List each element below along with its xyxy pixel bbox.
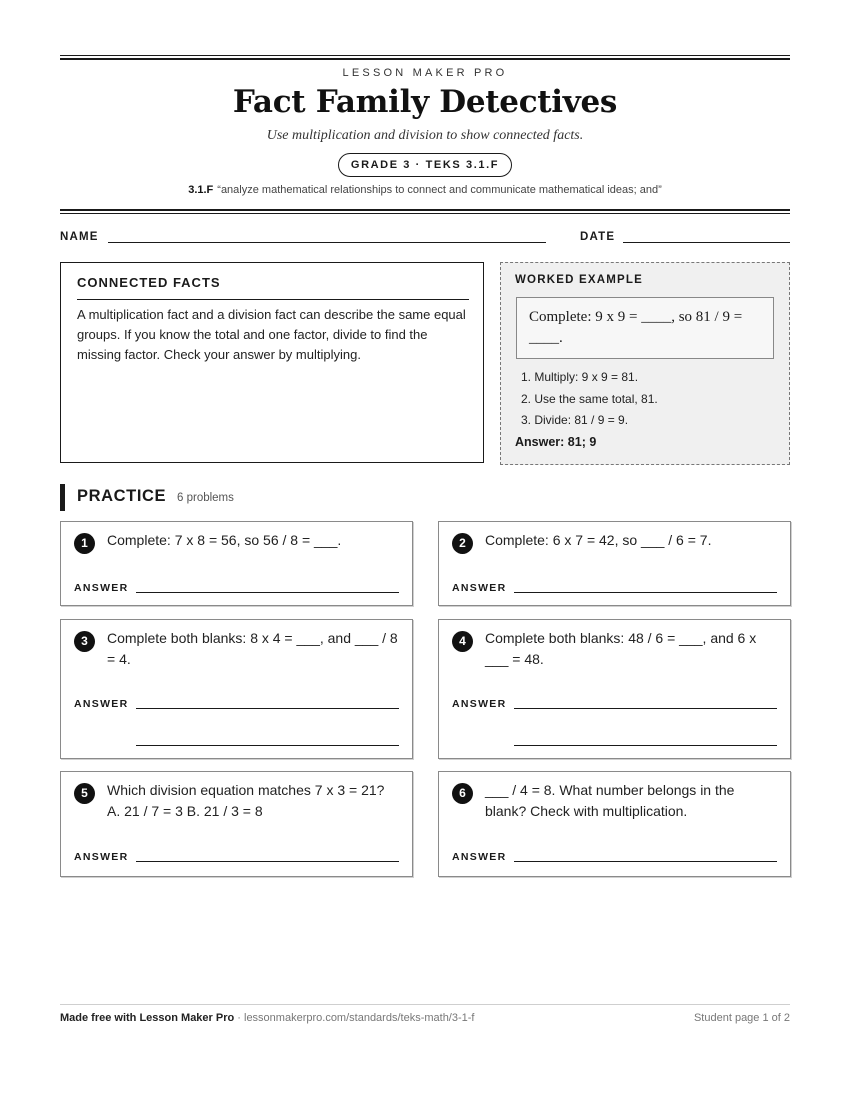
practice-accent-bar [60, 484, 65, 511]
answer-label: ANSWER [74, 582, 129, 594]
worked-example-box [500, 262, 790, 465]
problem-text: Complete both blanks: 48 / 6 = ___, and 6 x ___ = 48. [485, 630, 757, 667]
header-rule [60, 213, 790, 214]
practice-count: 6 problems [177, 492, 234, 504]
concepts-heading: CONNECTED FACTS [77, 275, 221, 290]
answer-line-2[interactable] [136, 745, 399, 746]
header-rule-thick [60, 209, 790, 211]
problem-number-badge: 5 [74, 783, 95, 804]
top-rule-thick [60, 58, 790, 60]
worked-step: 1. Multiply: 9 x 9 = 81. [521, 370, 639, 384]
problem-text: ___ / 4 = 8. What number belongs in the blank? Check with multiplication. [485, 782, 735, 819]
problem-number-badge: 3 [74, 631, 95, 652]
problem-card-6 [438, 771, 791, 877]
brand-name: LESSON MAKER PRO [342, 67, 508, 79]
answer-line[interactable] [136, 592, 399, 593]
problem-number-badge: 2 [452, 533, 473, 554]
concepts-body: A multiplication fact and a division fact can describe the same equal groups. If you know the total and one factor, divide to find the missing factor. Check your answer by multiplying. [77, 307, 466, 362]
problem-card-5 [60, 771, 413, 877]
footer-url[interactable]: · lessonmakerpro.com/standards/teks-math/3-1-f [237, 1012, 475, 1024]
footer-page-number: Student page 1 of 2 [693, 1012, 790, 1024]
page-subtitle: Use multiplication and division to show connected facts. [266, 128, 584, 143]
practice-title: PRACTICE [77, 487, 167, 505]
answer-label: ANSWER [452, 582, 507, 594]
answer-line[interactable] [136, 708, 399, 709]
footer-made-with: Made free with Lesson Maker Pro [60, 1012, 235, 1024]
name-field[interactable] [108, 242, 546, 243]
date-label: DATE [580, 231, 616, 243]
answer-label: ANSWER [452, 851, 507, 863]
answer-label: ANSWER [452, 698, 507, 710]
footer-credit [60, 1012, 474, 1024]
answer-line-2[interactable] [514, 745, 777, 746]
worked-step: 2. Use the same total, 81. [521, 391, 658, 406]
problem-card-3 [60, 619, 413, 759]
top-rule [60, 55, 790, 56]
answer-label: ANSWER [74, 698, 129, 710]
problem-number-badge: 6 [452, 783, 473, 804]
concepts-box [60, 262, 484, 463]
standard-text: “analyze mathematical relationships to connect and communicate mathematical ideas; and” [217, 184, 662, 196]
problem-card-2 [438, 521, 791, 606]
worked-example-heading: WORKED EXAMPLE [515, 274, 643, 286]
answer-line[interactable] [136, 861, 399, 862]
answer-label: ANSWER [74, 851, 129, 863]
answer-line[interactable] [514, 592, 777, 593]
answer-line[interactable] [514, 708, 777, 709]
standard-code: 3.1.F [188, 184, 214, 196]
problem-number-badge: 4 [452, 631, 473, 652]
problem-text: Complete both blanks: 8 x 4 = ___, and ___ / 8 = 4. [107, 630, 398, 667]
problem-text: Complete: 6 x 7 = 42, so ___ / 6 = 7. [485, 532, 712, 548]
worked-example-answer: Answer: 81; 9 [515, 435, 597, 449]
concepts-divider [77, 299, 469, 300]
date-field[interactable] [623, 242, 790, 243]
problem-text: Which division equation matches 7 x 3 = 21? A. 21 / 7 = 3 B. 21 / 3 = 8 [107, 782, 385, 819]
problem-number-badge: 1 [74, 533, 95, 554]
problem-card-1 [60, 521, 413, 606]
worked-example-problem: Complete: 9 x 9 = ____, so 81 / 9 = ____. [516, 297, 774, 359]
answer-line[interactable] [514, 861, 777, 862]
problem-card-4 [438, 619, 791, 759]
page-title: Fact Family Detectives [232, 84, 618, 120]
problem-text: Complete: 7 x 8 = 56, so 56 / 8 = ___. [107, 532, 342, 548]
worked-example-steps [521, 367, 658, 432]
worked-step: 3. Divide: 81 / 9 = 9. [521, 413, 629, 427]
footer-rule [60, 1004, 790, 1005]
name-label: NAME [60, 231, 99, 243]
standard-line [0, 184, 850, 196]
grade-badge: GRADE 3 · TEKS 3.1.F [338, 153, 512, 177]
